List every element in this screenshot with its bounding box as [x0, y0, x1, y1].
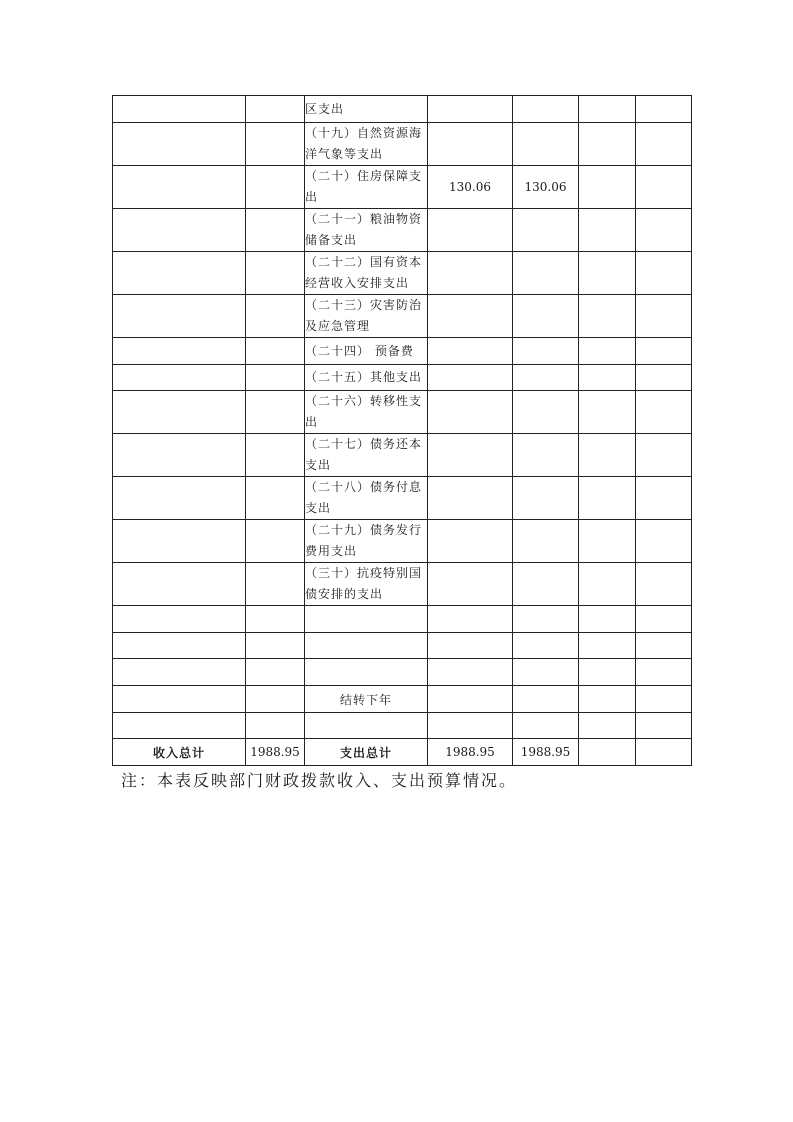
expense-item-cell: （二十五）其他支出 [305, 365, 428, 391]
expense-item-cell [305, 633, 428, 659]
expense-fund-cell [579, 166, 636, 209]
expense-total-cell [428, 713, 513, 739]
table-row [113, 434, 692, 477]
expense-item-cell: （二十二）国有资本经营收入安排支出 [305, 252, 428, 295]
expense-fund-cell [579, 434, 636, 477]
expense-fund-cell [579, 477, 636, 520]
table-row [113, 338, 692, 365]
expense-general-cell [513, 563, 579, 606]
expense-general-cell [513, 365, 579, 391]
income-item-cell [113, 252, 246, 295]
expense-capital-cell [636, 338, 692, 365]
expense-capital-cell [636, 659, 692, 686]
expense-general-cell [513, 252, 579, 295]
expense-item-cell [305, 713, 428, 739]
table-row [113, 123, 692, 166]
expense-capital-cell [636, 686, 692, 713]
expense-item-cell [305, 606, 428, 633]
expense-general-cell [513, 713, 579, 739]
expense-general-cell [513, 338, 579, 365]
table-row [113, 563, 692, 606]
income-item-cell [113, 338, 246, 365]
expense-fund-cell [579, 686, 636, 713]
income-total-label: 收入总计 [113, 739, 246, 766]
income-value-cell [246, 633, 305, 659]
income-item-cell [113, 633, 246, 659]
expense-total-cell [428, 365, 513, 391]
income-item-cell [113, 123, 246, 166]
expense-total-cell [428, 252, 513, 295]
income-value-cell [246, 123, 305, 166]
totals-row [113, 739, 692, 766]
expense-capital-cell [636, 434, 692, 477]
expense-fund-cell [579, 520, 636, 563]
table-row [113, 713, 692, 739]
expense-fund-cell [579, 739, 636, 766]
expense-total-cell [428, 606, 513, 633]
income-item-cell [113, 391, 246, 434]
income-value-cell [246, 365, 305, 391]
table-row [113, 295, 692, 338]
expense-total-cell [428, 520, 513, 563]
expense-capital-cell [636, 252, 692, 295]
table-row [113, 606, 692, 633]
expense-item-cell: （十九）自然资源海洋气象等支出 [305, 123, 428, 166]
expense-capital-cell [636, 713, 692, 739]
income-item-cell [113, 477, 246, 520]
income-item-cell [113, 520, 246, 563]
expense-total-value: 1988.95 [428, 739, 513, 766]
expense-item-cell: （二十六）转移性支出 [305, 391, 428, 434]
income-value-cell [246, 295, 305, 338]
expense-total-cell [428, 338, 513, 365]
expense-item-cell: （二十七）债务还本支出 [305, 434, 428, 477]
expense-item-cell: （二十）住房保障支出 [305, 166, 428, 209]
expense-capital-cell [636, 295, 692, 338]
income-value-cell [246, 96, 305, 123]
expense-capital-cell [636, 96, 692, 123]
table-row [113, 166, 692, 209]
expense-general-cell [513, 209, 579, 252]
expense-fund-cell [579, 713, 636, 739]
expense-item-cell: （二十三）灾害防治及应急管理 [305, 295, 428, 338]
expense-capital-cell [636, 209, 692, 252]
expense-capital-cell [636, 166, 692, 209]
expense-total-cell [428, 391, 513, 434]
income-value-cell [246, 520, 305, 563]
expense-total-cell [428, 209, 513, 252]
expense-item-cell [305, 659, 428, 686]
expense-fund-cell [579, 252, 636, 295]
expense-fund-cell [579, 391, 636, 434]
expense-capital-cell [636, 739, 692, 766]
expense-fund-cell [579, 365, 636, 391]
expense-total-cell [428, 123, 513, 166]
table-row [113, 209, 692, 252]
table-row [113, 686, 692, 713]
income-item-cell [113, 659, 246, 686]
expense-fund-cell [579, 209, 636, 252]
expense-total-cell [428, 477, 513, 520]
table-note: 注：本表反映部门财政拨款收入、支出预算情况。 [121, 771, 518, 790]
table-row [113, 365, 692, 391]
expense-total-cell [428, 295, 513, 338]
expense-fund-cell [579, 123, 636, 166]
expense-item-cell: 区支出 [305, 96, 428, 123]
income-item-cell [113, 434, 246, 477]
income-value-cell [246, 209, 305, 252]
carryover-label: 结转下年 [305, 686, 428, 713]
expense-general-cell [513, 96, 579, 123]
expense-capital-cell [636, 563, 692, 606]
expense-fund-cell [579, 563, 636, 606]
expense-fund-cell [579, 633, 636, 659]
table-row [113, 391, 692, 434]
expense-total-cell [428, 659, 513, 686]
income-value-cell [246, 686, 305, 713]
expense-total-label: 支出总计 [305, 739, 428, 766]
expense-general-total-value: 1988.95 [513, 739, 579, 766]
expense-capital-cell [636, 123, 692, 166]
income-value-cell [246, 713, 305, 739]
expense-general-cell [513, 659, 579, 686]
expense-total-cell [428, 633, 513, 659]
expense-total-cell: 130.06 [428, 166, 513, 209]
expense-item-cell: （二十四） 预备费 [305, 338, 428, 365]
expense-general-cell [513, 391, 579, 434]
income-item-cell [113, 563, 246, 606]
table-row [113, 96, 692, 123]
expense-general-cell: 130.06 [513, 166, 579, 209]
expense-fund-cell [579, 96, 636, 123]
expense-general-cell [513, 520, 579, 563]
expense-capital-cell [636, 520, 692, 563]
expense-general-cell [513, 123, 579, 166]
expense-item-cell: （三十）抗疫特别国债安排的支出 [305, 563, 428, 606]
expense-general-cell [513, 477, 579, 520]
expense-capital-cell [636, 365, 692, 391]
expense-general-cell [513, 434, 579, 477]
income-item-cell [113, 209, 246, 252]
expense-total-cell [428, 96, 513, 123]
expense-item-cell: （二十一）粮油物资储备支出 [305, 209, 428, 252]
expense-fund-cell [579, 606, 636, 633]
expense-general-cell [513, 606, 579, 633]
income-item-cell [113, 166, 246, 209]
income-value-cell [246, 434, 305, 477]
income-value-cell [246, 391, 305, 434]
expense-fund-cell [579, 338, 636, 365]
expense-capital-cell [636, 606, 692, 633]
expense-total-cell [428, 434, 513, 477]
income-item-cell [113, 96, 246, 123]
income-item-cell [113, 713, 246, 739]
income-item-cell [113, 365, 246, 391]
expense-item-cell: （二十九）债务发行费用支出 [305, 520, 428, 563]
income-value-cell [246, 252, 305, 295]
expense-fund-cell [579, 295, 636, 338]
income-item-cell [113, 686, 246, 713]
expense-total-cell [428, 563, 513, 606]
income-value-cell [246, 166, 305, 209]
income-value-cell [246, 606, 305, 633]
expense-capital-cell [636, 633, 692, 659]
income-item-cell [113, 295, 246, 338]
expense-general-cell [513, 686, 579, 713]
income-value-cell [246, 659, 305, 686]
expense-general-cell [513, 295, 579, 338]
budget-table [112, 95, 692, 766]
table-row [113, 252, 692, 295]
expense-fund-cell [579, 659, 636, 686]
income-item-cell [113, 606, 246, 633]
income-total-value: 1988.95 [246, 739, 305, 766]
expense-general-cell [513, 633, 579, 659]
table-row [113, 520, 692, 563]
income-value-cell [246, 338, 305, 365]
expense-capital-cell [636, 391, 692, 434]
expense-capital-cell [636, 477, 692, 520]
table-row [113, 633, 692, 659]
expense-item-cell: （二十八）债务付息支出 [305, 477, 428, 520]
expense-total-cell [428, 686, 513, 713]
income-value-cell [246, 563, 305, 606]
table-row [113, 477, 692, 520]
table-row [113, 659, 692, 686]
income-value-cell [246, 477, 305, 520]
